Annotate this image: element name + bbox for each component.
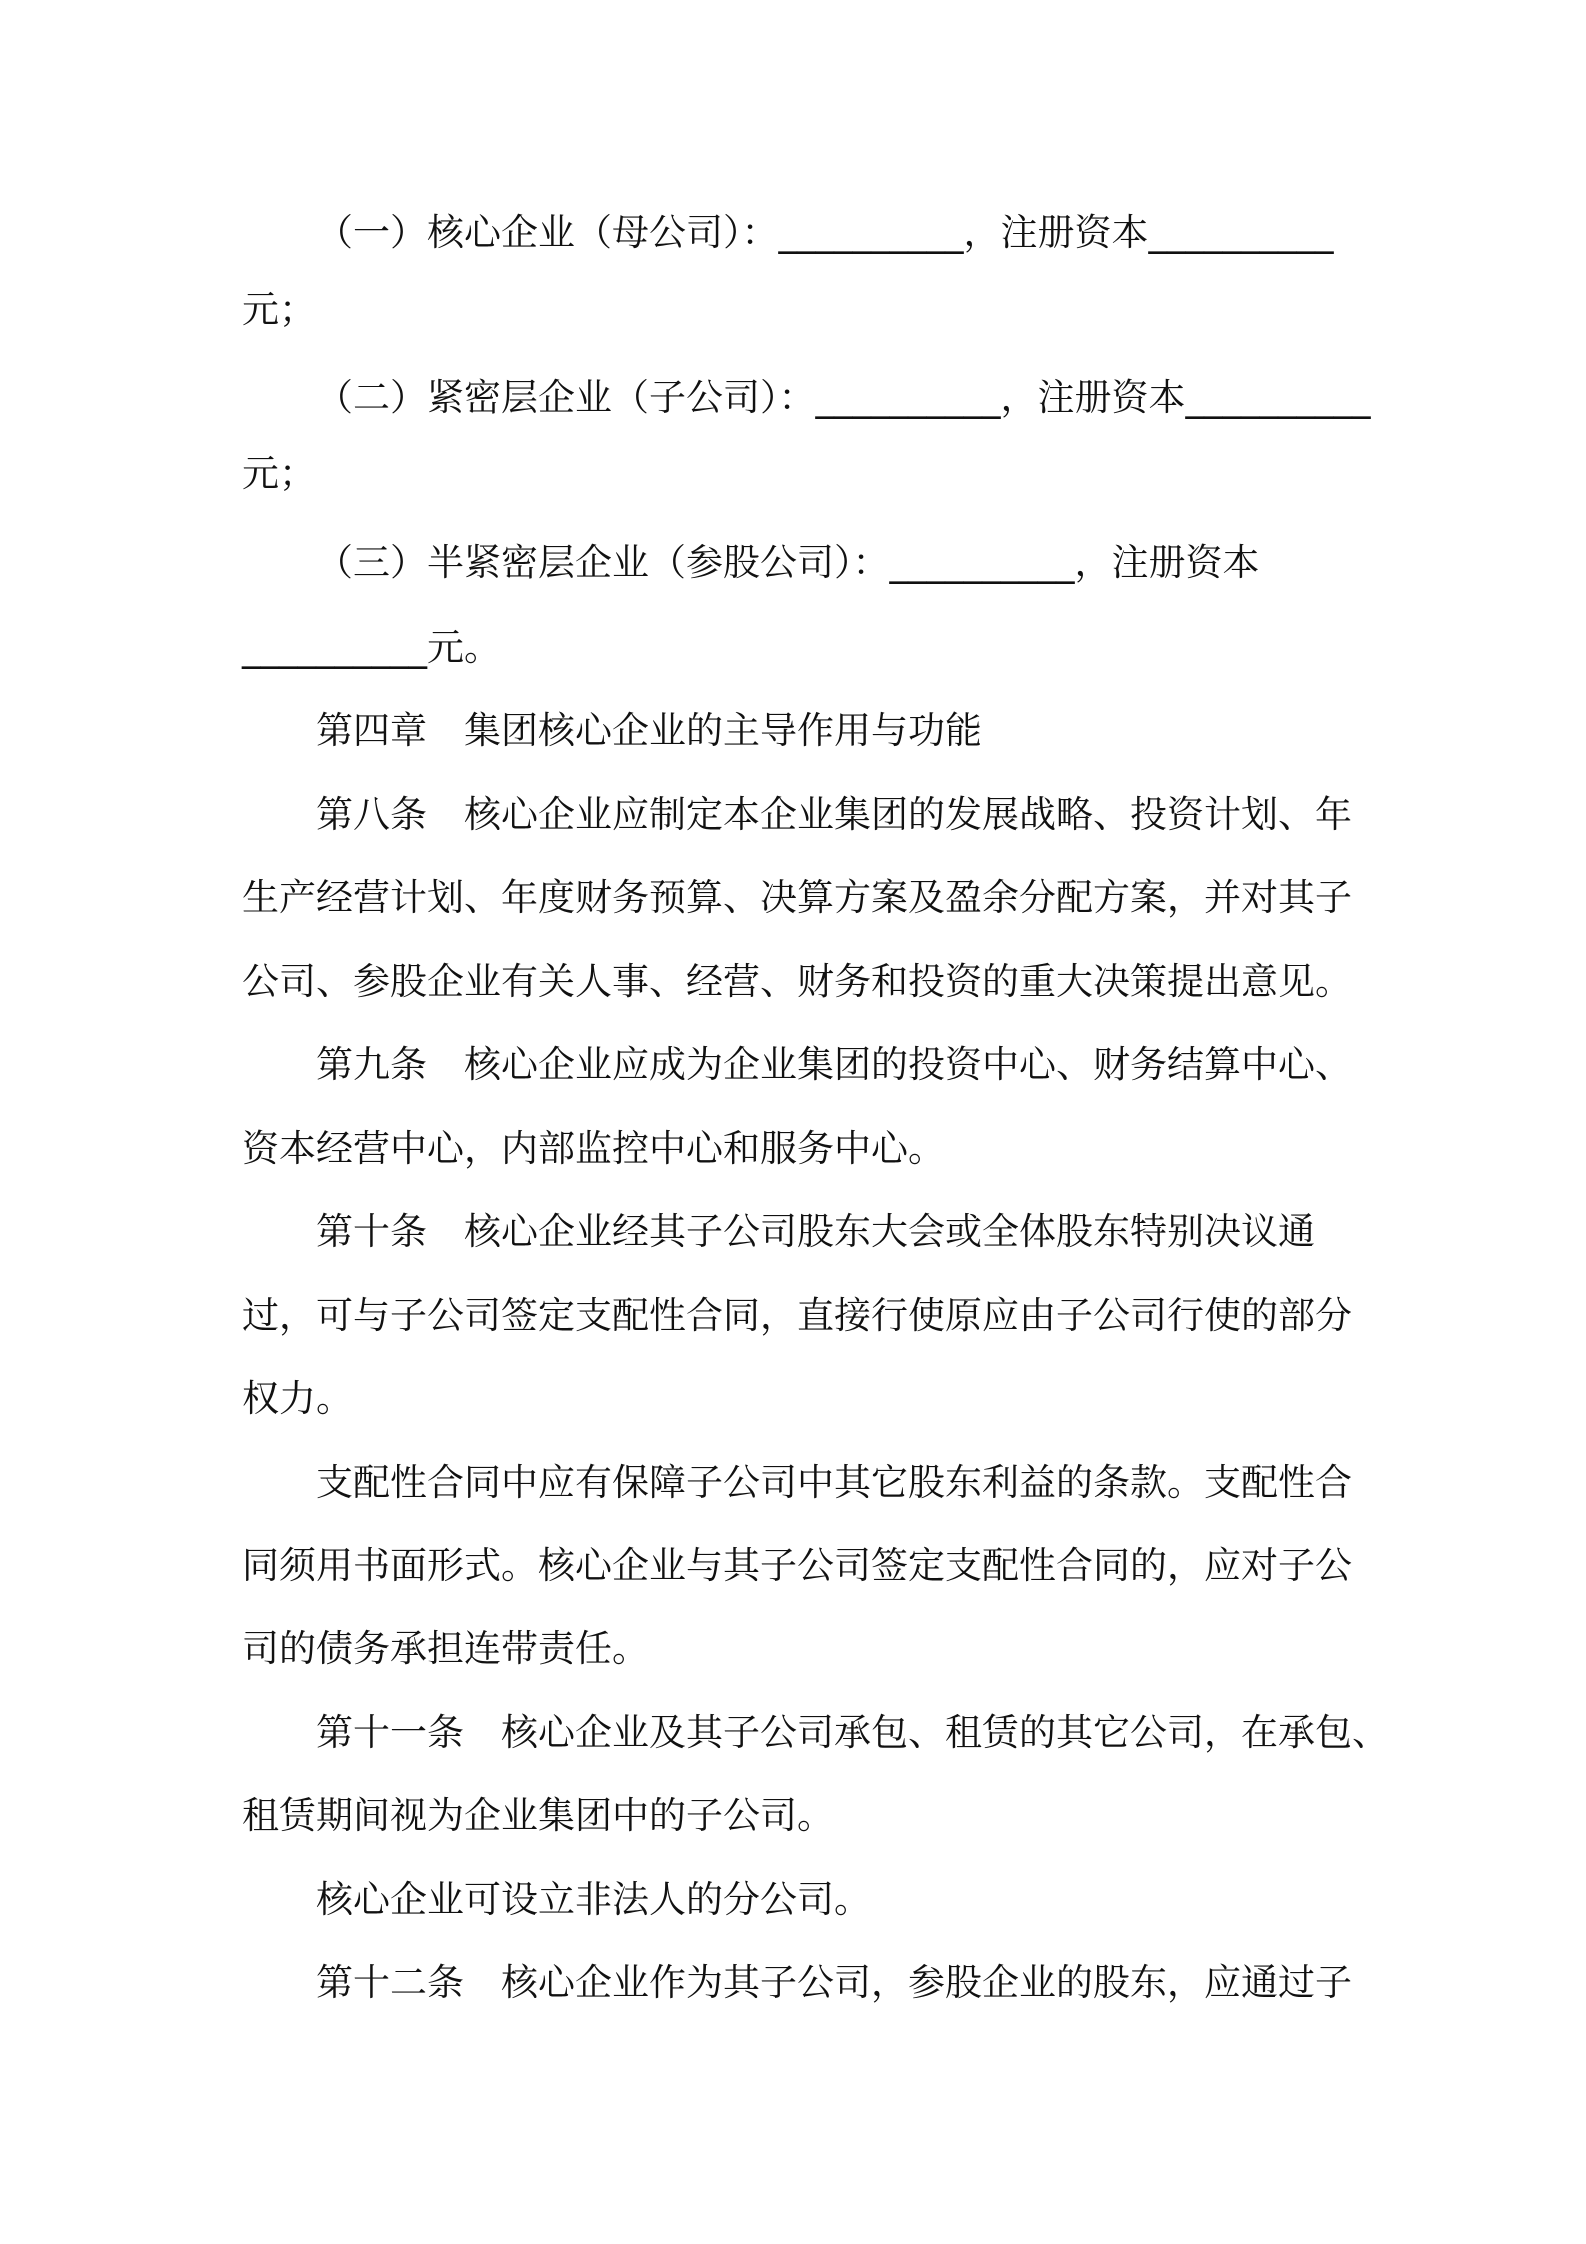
article-ten-line-2: 过，可与子公司签定支配性合同，直接行使原应由子公司行使的部分 bbox=[242, 1294, 1352, 1337]
clause-close-layer-line-1: （二）紧密层企业（子公司）：__________，注册资本__________ bbox=[316, 376, 1371, 419]
chapter-four-heading: 第四章 集团核心企业的主导作用与功能 bbox=[316, 709, 982, 752]
article-ten-line-1: 第十条 核心企业经其子公司股东大会或全体股东特别决议通 bbox=[316, 1210, 1315, 1253]
control-contract-paragraph-line-3: 司的债务承担连带责任。 bbox=[242, 1627, 649, 1670]
article-eleven-line-1: 第十一条 核心企业及其子公司承包、租赁的其它公司，在承包、 bbox=[316, 1711, 1389, 1754]
article-eight-line-2: 生产经营计划、年度财务预算、决算方案及盈余分配方案，并对其子 bbox=[242, 876, 1352, 919]
article-eight-line-3: 公司、参股企业有关人事、经营、财务和投资的重大决策提出意见。 bbox=[242, 960, 1352, 1003]
control-contract-paragraph-line-2: 同须用书面形式。核心企业与其子公司签定支配性合同的，应对子公 bbox=[242, 1544, 1352, 1587]
clause-semi-close-layer-line-2: __________元。 bbox=[242, 626, 501, 669]
control-contract-paragraph-line-1: 支配性合同中应有保障子公司中其它股东利益的条款。支配性合 bbox=[316, 1461, 1352, 1504]
article-eleven-line-2: 租赁期间视为企业集团中的子公司。 bbox=[242, 1794, 834, 1837]
clause-core-enterprise-line-1: （一）核心企业（母公司）：__________，注册资本__________ bbox=[316, 211, 1334, 254]
clause-core-enterprise-line-2: 元； bbox=[242, 288, 316, 331]
article-nine-line-2: 资本经营中心，内部监控中心和服务中心。 bbox=[242, 1127, 945, 1170]
article-ten-line-3: 权力。 bbox=[242, 1377, 353, 1420]
clause-semi-close-layer-line-1: （三）半紧密层企业（参股公司）：__________，注册资本 bbox=[316, 541, 1260, 584]
article-nine-line-1: 第九条 核心企业应成为企业集团的投资中心、财务结算中心、 bbox=[316, 1043, 1352, 1086]
article-eight-line-1: 第八条 核心企业应制定本企业集团的发展战略、投资计划、年 bbox=[316, 793, 1352, 836]
branch-office-paragraph: 核心企业可设立非法人的分公司。 bbox=[316, 1878, 871, 1921]
clause-close-layer-line-2: 元； bbox=[242, 452, 316, 495]
article-twelve-line-1: 第十二条 核心企业作为其子公司，参股企业的股东，应通过子 bbox=[316, 1961, 1352, 2004]
